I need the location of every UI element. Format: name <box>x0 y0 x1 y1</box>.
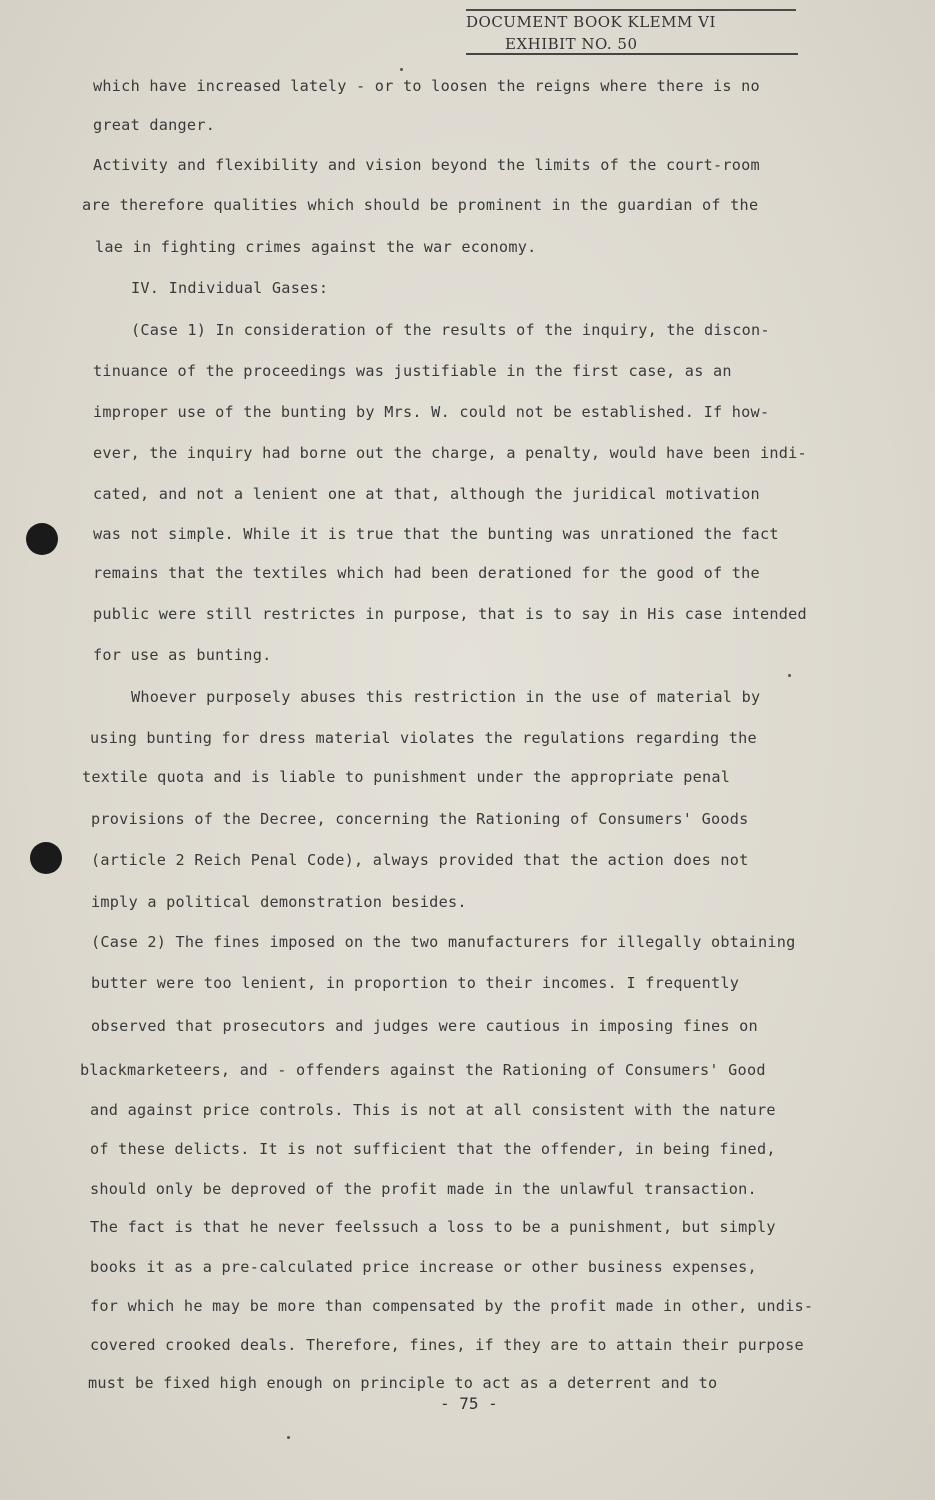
body-line: which have increased lately - or to loosen the reigns where there is no <box>93 77 760 95</box>
body-line: ever, the inquiry had borne out the charge, a penalty, would have been indi- <box>93 444 807 462</box>
body-line: (article 2 Reich Penal Code), always provided that the action does not <box>91 851 749 869</box>
exhibit-header <box>460 4 800 54</box>
punch-hole-bottom <box>30 842 62 874</box>
body-line: (Case 1) In consideration of the results of the inquiry, the discon- <box>131 321 770 339</box>
body-line: was not simple. While it is true that the bunting was unrationed the fact <box>93 525 779 543</box>
body-line: remains that the textiles which had been derationed for the good of the <box>93 564 760 582</box>
page-number: - 75 - <box>440 1394 498 1413</box>
body-line: Whoever purposely abuses this restriction in the use of material by <box>131 688 761 706</box>
body-line: blackmarketeers, and - offenders against the Rationing of Consumers' Good <box>80 1061 766 1079</box>
header-top-rule <box>466 9 796 11</box>
body-line: observed that prosecutors and judges were cautious in imposing fines on <box>91 1017 758 1035</box>
section-heading: IV. Individual Gases: <box>131 279 329 297</box>
body-line: butter were too lenient, in proportion to their incomes. I frequently <box>91 974 740 992</box>
exhibit-number-label: EXHIBIT NO. 50 <box>505 35 638 53</box>
body-line: books it as a pre-calculated price increase or other business expenses, <box>90 1258 757 1276</box>
paper-speck <box>400 68 403 71</box>
body-line: covered crooked deals. Therefore, fines, if they are to attain their purpose <box>90 1336 804 1354</box>
punch-hole-top <box>26 523 58 555</box>
body-line: (Case 2) The fines imposed on the two manufacturers for illegally obtaining <box>91 933 796 951</box>
body-line: for which he may be more than compensated by the profit made in other, undis- <box>90 1297 814 1315</box>
body-line: and against price controls. This is not at all consistent with the nature <box>90 1101 776 1119</box>
body-line: public were still restrictes in purpose, that is to say in His case intended <box>93 605 807 623</box>
body-line: imply a political demonstration besides. <box>91 893 467 911</box>
body-line: textile quota and is liable to punishment under the appropriate penal <box>82 768 731 786</box>
body-line: improper use of the bunting by Mrs. W. could not be established. If how- <box>93 403 770 421</box>
body-line: Activity and flexibility and vision beyond the limits of the court-room <box>93 156 760 174</box>
header-bottom-rule <box>466 53 798 55</box>
paper-speck <box>788 674 791 677</box>
body-line: for use as bunting. <box>93 646 272 664</box>
body-line: The fact is that he never feelssuch a loss to be a punishment, but simply <box>90 1218 776 1236</box>
body-line: lae in fighting crimes against the war economy. <box>95 238 537 256</box>
body-line: of these delicts. It is not sufficient that the offender, in being fined, <box>90 1140 776 1158</box>
body-line: should only be deproved of the profit made in the unlawful transaction. <box>90 1180 757 1198</box>
body-line: are therefore qualities which should be prominent in the guardian of the <box>82 196 759 214</box>
paper-speck <box>287 1436 290 1439</box>
body-line: tinuance of the proceedings was justifiable in the first case, as an <box>93 362 732 380</box>
body-line: must be fixed high enough on principle to act as a deterrent and to <box>88 1374 718 1392</box>
body-line: provisions of the Decree, concerning the Rationing of Consumers' Goods <box>91 810 749 828</box>
body-line: using bunting for dress material violates the regulations regarding the <box>90 729 757 747</box>
body-line: great danger. <box>93 116 216 134</box>
document-book-label: DOCUMENT BOOK KLEMM VI <box>466 13 716 31</box>
body-line: cated, and not a lenient one at that, although the juridical motivation <box>93 485 760 503</box>
